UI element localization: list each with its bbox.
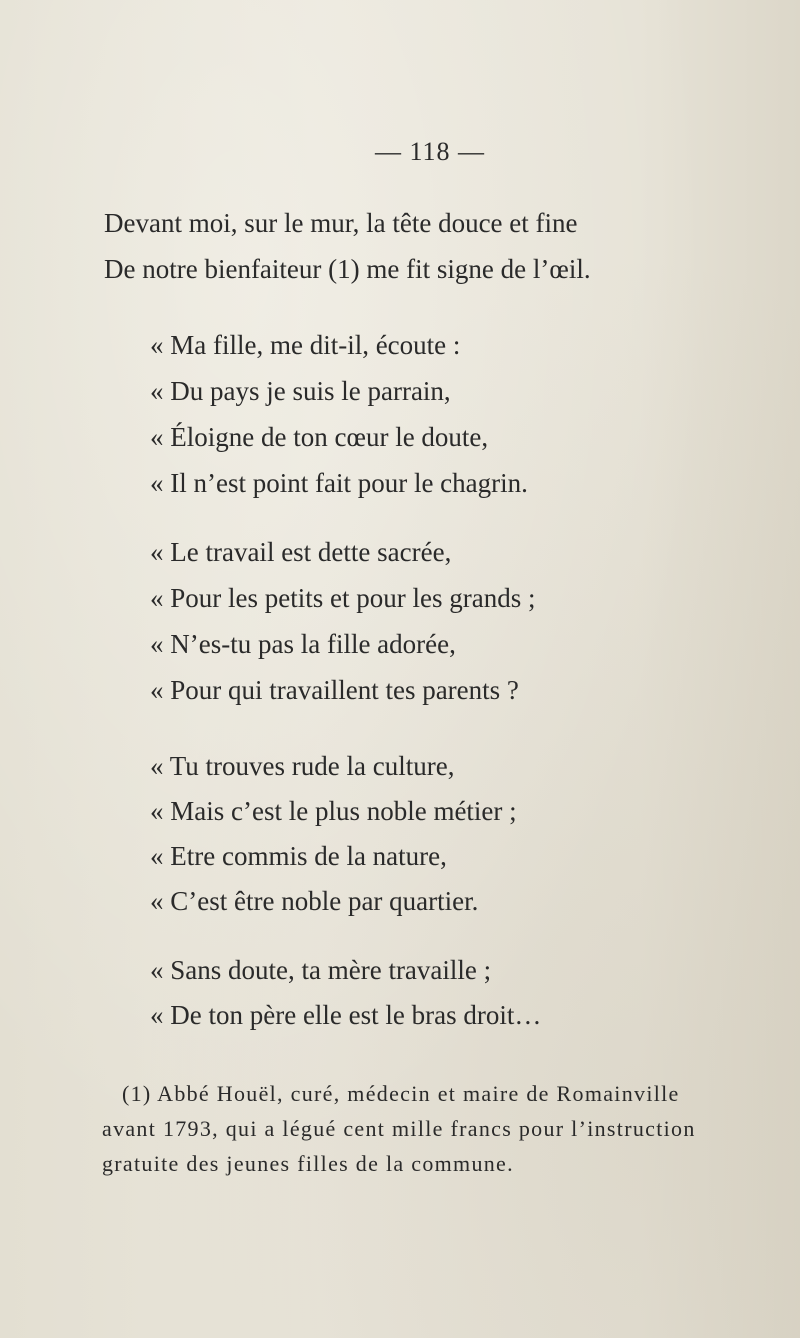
footnote-line: (1) Abbé Houël, curé, médecin et maire de Romainville bbox=[122, 1081, 680, 1106]
footnote bbox=[102, 1076, 752, 1181]
verse-line: « Mais c’est le plus noble métier ; bbox=[150, 796, 517, 826]
verse-line: « Etre commis de la nature, bbox=[150, 841, 447, 871]
verse-line: « Tu trouves rude la culture, bbox=[150, 751, 455, 781]
verse-line: « Il n’est point fait pour le chagrin. bbox=[150, 468, 528, 498]
intro-line: De notre bienfaiteur (1) me fit signe de l’œil. bbox=[104, 254, 591, 284]
intro-line: Devant moi, sur le mur, la tête douce et fine bbox=[104, 208, 578, 238]
page-number: — 118 — bbox=[374, 137, 486, 166]
verse-line: « N’es-tu pas la fille adorée, bbox=[150, 629, 456, 659]
footnote-line: avant 1793, qui a légué cent mille francs pour l’instruction bbox=[102, 1116, 696, 1141]
verse-line: « Sans doute, ta mère travaille ; bbox=[150, 955, 492, 985]
footnote-line: gratuite des jeunes filles de la commune. bbox=[102, 1151, 514, 1176]
verse-line: « Pour qui travaillent tes parents ? bbox=[150, 675, 519, 705]
verse-line: « De ton père elle est le bras droit… bbox=[150, 1000, 542, 1030]
verse-line: « Pour les petits et pour les grands ; bbox=[150, 583, 536, 613]
verse-line: « Du pays je suis le parrain, bbox=[150, 376, 451, 406]
verse-line: « C’est être noble par quartier. bbox=[150, 886, 479, 916]
verse-line: « Éloigne de ton cœur le doute, bbox=[150, 422, 489, 452]
verse-line: « Ma fille, me dit-il, écoute : bbox=[150, 330, 461, 360]
verse-line: « Le travail est dette sacrée, bbox=[150, 537, 452, 567]
